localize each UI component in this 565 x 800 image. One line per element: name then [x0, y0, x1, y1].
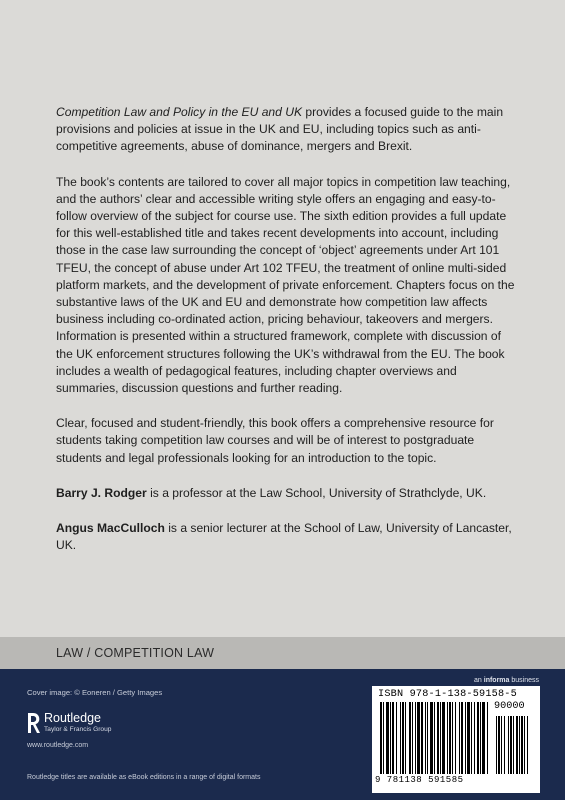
- ean-number: 9 781138 591585: [375, 775, 464, 785]
- blurb-paragraph-1: [56, 104, 516, 156]
- publisher-group: Taylor & Francis Group: [44, 726, 112, 733]
- author-bio-2: [56, 520, 516, 554]
- blurb-paragraph-3: Clear, focused and student-friendly, this book offers a comprehensive resource for students taking competition law courses and will be of interest to postgraduate students and legal professionals looking for an introduction to the topic.: [56, 416, 494, 465]
- cover-image-credit: Cover image: © Eoneren / Getty Images: [27, 688, 163, 697]
- book-title: Competition Law and Policy in the EU and UK: [56, 105, 303, 119]
- ebook-note: Routledge titles are available as eBook editions in a range of digital formats: [27, 774, 261, 781]
- category-band: [0, 637, 565, 669]
- informa-brand: informa: [483, 677, 510, 684]
- author-bio-1: [56, 485, 516, 502]
- informa-suffix: business: [509, 677, 539, 684]
- author-2-bio: is a senior lecturer at the School of Law, University of Lancaster, UK.: [56, 521, 512, 553]
- author-1-bio: is a professor at the Law School, University of Strathclyde, UK.: [146, 485, 487, 500]
- informa-prefix: an: [474, 677, 484, 684]
- publisher-footer: [0, 669, 565, 800]
- publisher-name: Routledge: [44, 711, 101, 725]
- barcode-panel: [372, 686, 540, 793]
- author-2-name: Angus MacCulloch: [56, 521, 165, 536]
- informa-business-mark: [474, 677, 539, 684]
- isbn-text: ISBN 978-1-138-59158-5: [378, 689, 517, 700]
- author-1-name: Barry J. Rodger: [56, 485, 147, 500]
- blurb-p1-text: provides a focused guide to the main provisions and policies at issue in the UK and EU, including topics such as anti-competitive agreements, abuse of dominance, mergers and Brexit.: [56, 105, 504, 154]
- routledge-logo-icon: [27, 712, 40, 734]
- blurb-paragraph-2: The book’s contents are tailored to cover all major topics in competition law teaching, and the authors’ clear and accessible writing style offers an engaging and easy-to-follow overview of the subject for course use. The sixth edition provides a full update for this well-established title and takes recent developments into account, including those in the case law surrounding the concept of ‘object’ agreements under Art 101 TFEU, the concept of abuse under Art 102 TFEU, the treatment of online multi-sided platform markets, and the development of private enforcement. Chapters focus on the substantive laws of the UK and EU and demonstrate how competition law affects business including co-ordinated action, pricing behaviour, takeovers and mergers. Information is presented within a structured framework, complete with discussion of the UK enforcement structures following the UK’s withdrawal from the EU. The book includes a wealth of pedagogical features, including chapter overviews and summaries, discussion questions and further reading.: [56, 174, 515, 396]
- subject-category: LAW / COMPETITION LAW: [56, 646, 215, 660]
- price-code: 90000: [494, 701, 525, 712]
- publisher-website: www.routledge.com: [27, 742, 89, 749]
- blurb-text: [56, 104, 516, 572]
